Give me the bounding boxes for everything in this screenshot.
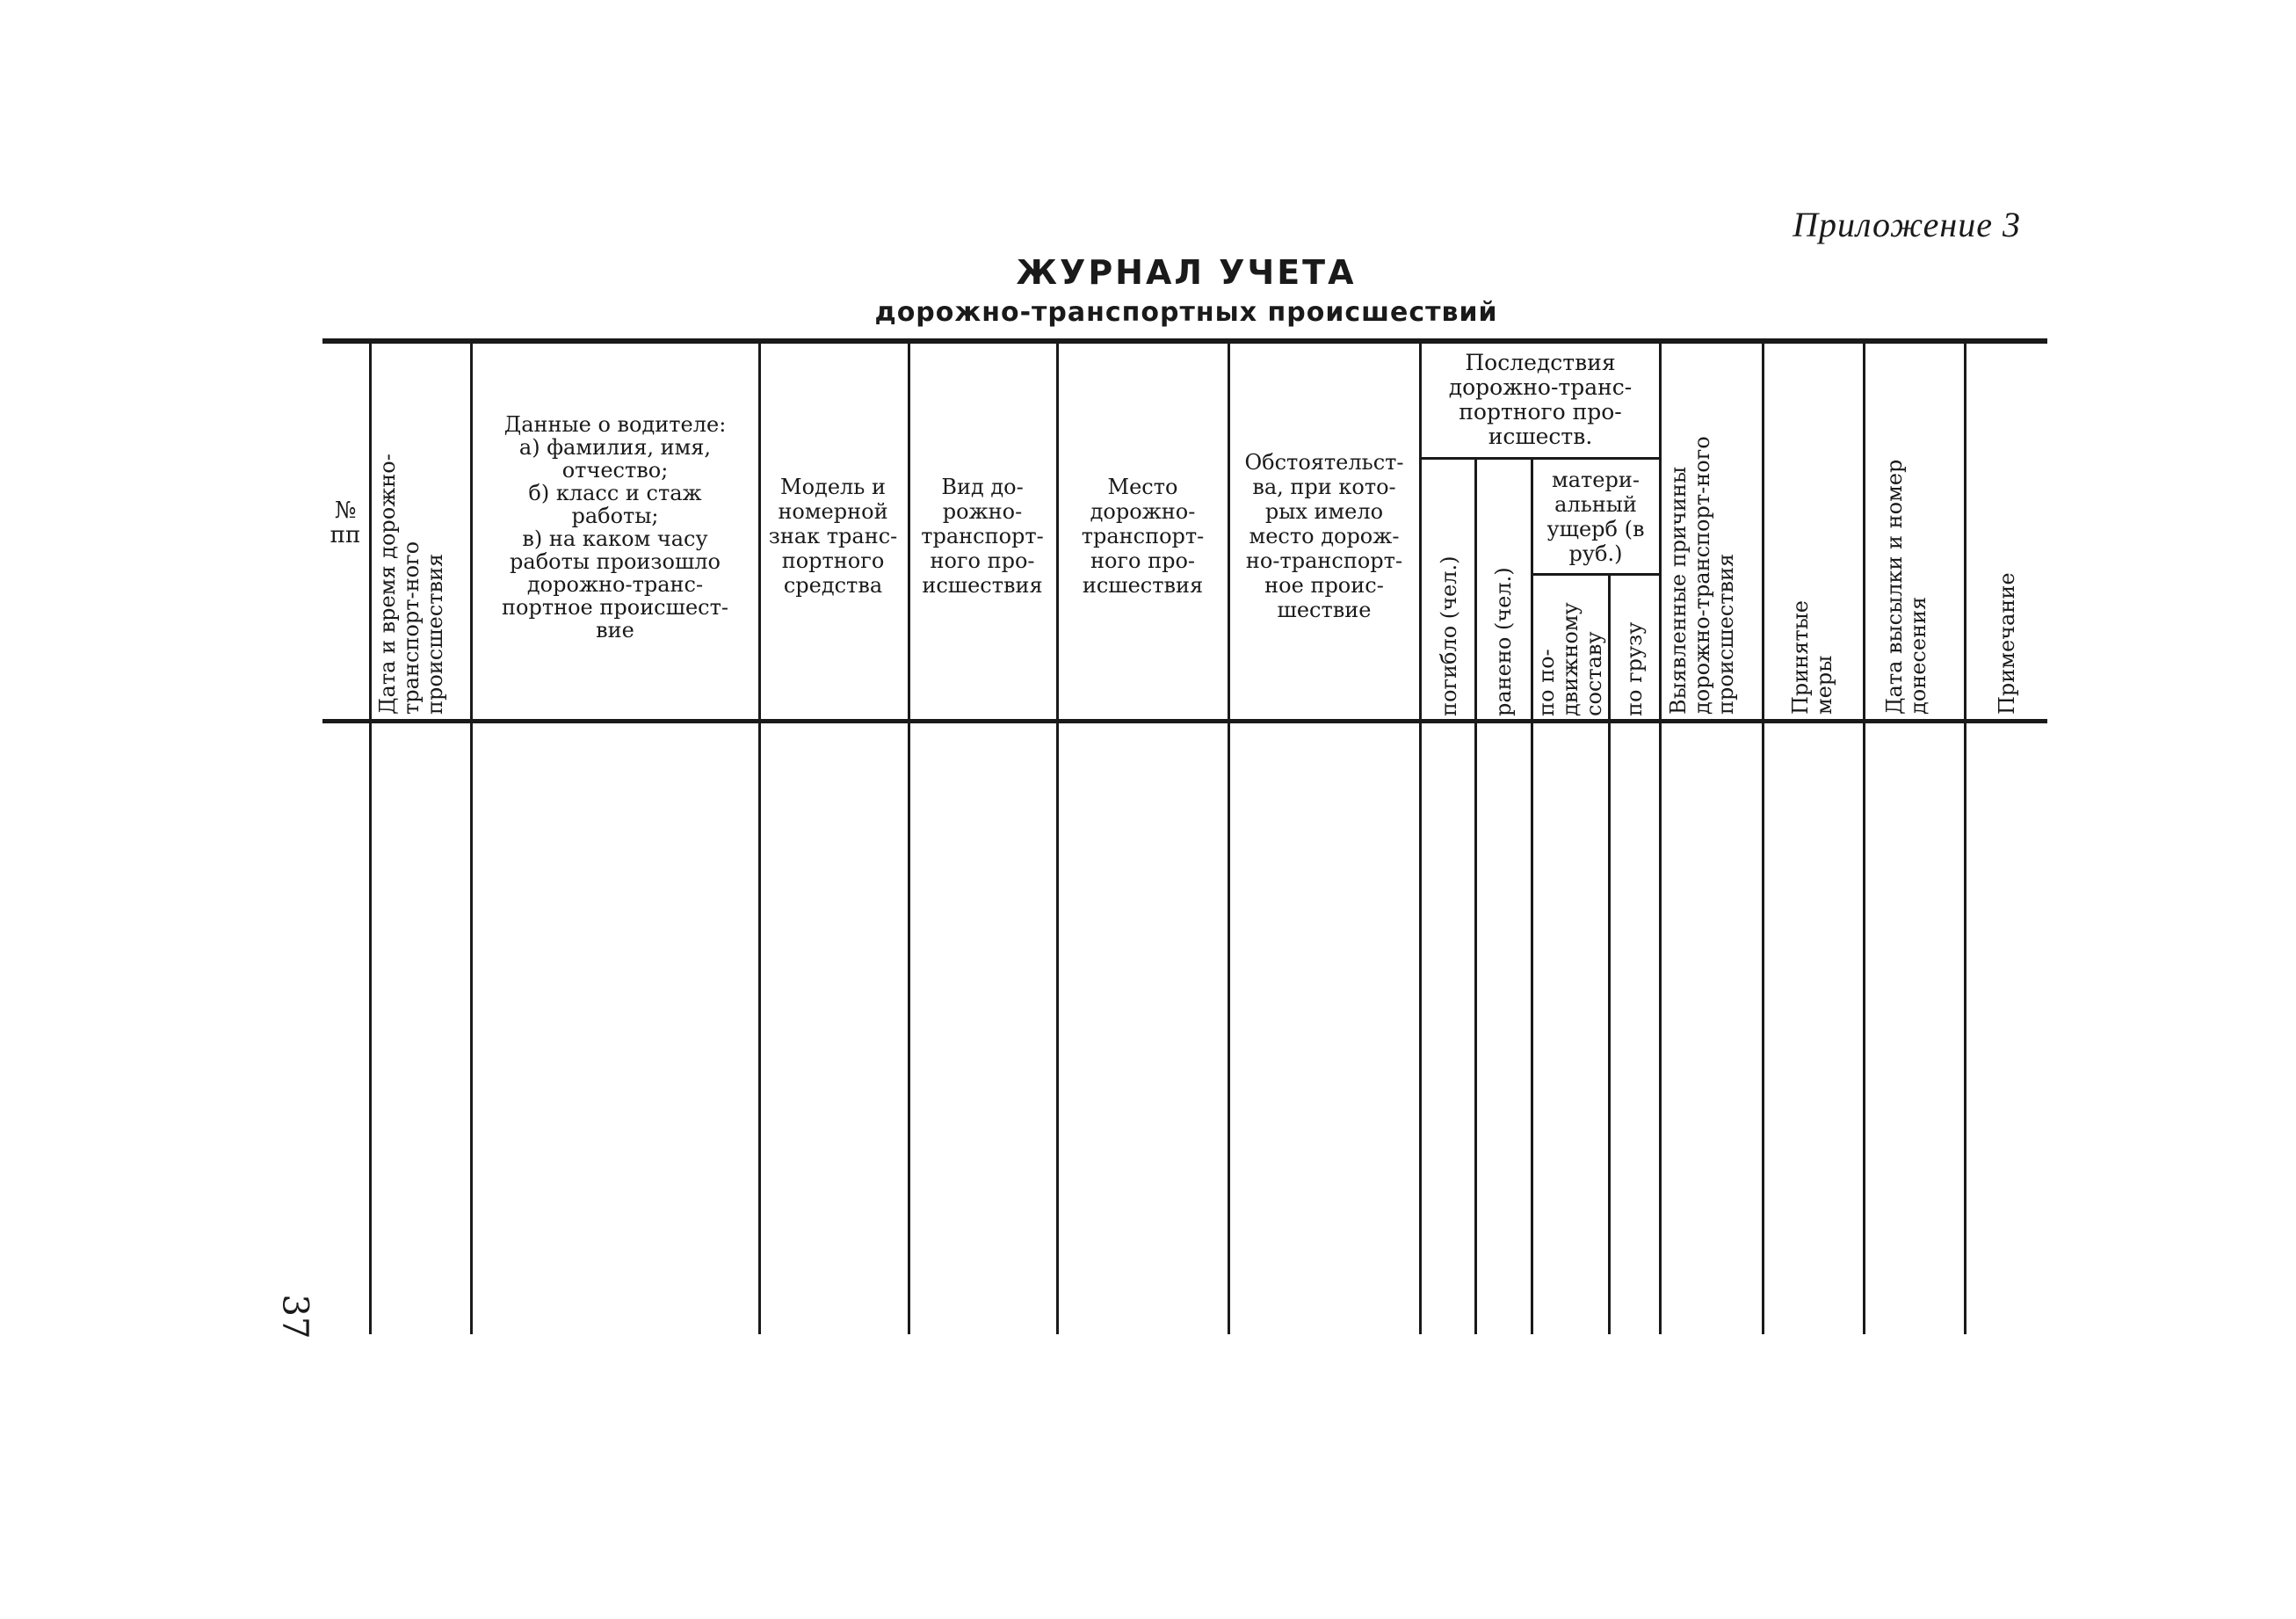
consequences-rule	[1422, 457, 1659, 460]
driver-data-title: Данные о водителе:	[503, 412, 727, 437]
header-model: Модель и номерной знак транс-портного средства	[768, 475, 898, 598]
header-report: Дата высылки и номер донесения	[1882, 459, 1930, 715]
header-date-time-text: Дата и время дорожно-транспорт-ного происшествия	[375, 454, 447, 715]
document-subtitle: дорожно-транспортных происшествий	[874, 297, 1498, 328]
header-causes: Выявленные причины дорожно-транспорт-ного происшествия	[1666, 436, 1738, 715]
column-divider	[908, 343, 910, 1334]
header-date-time	[373, 347, 467, 715]
driver-data-a: а) фамилия, имя, отчество;	[518, 435, 712, 483]
header-rolling-stock: по по-движному составу	[1533, 602, 1606, 716]
column-divider	[1419, 343, 1422, 1334]
column-divider	[369, 343, 372, 1334]
header-killed: погибло (чел.)	[1436, 555, 1461, 716]
column-divider	[1608, 575, 1611, 1334]
header-kind: Вид до-рожно-транспорт-ного про-исшествия	[921, 475, 1044, 598]
column-divider	[758, 343, 761, 1334]
column-divider	[1531, 459, 1533, 1334]
column-divider	[470, 343, 473, 1334]
header-note: Примечание	[1994, 572, 2019, 715]
column-divider	[1659, 343, 1662, 1334]
header-place: Место дорожно-транспорт-ного про-исшествия	[1081, 475, 1205, 598]
damage-rule	[1532, 573, 1659, 576]
header-number: № пп	[330, 497, 361, 548]
header-consequences: Последствия дорожно-транс-портного про-исшеств.	[1448, 350, 1633, 449]
header-driver-data	[479, 413, 751, 642]
column-divider	[1863, 343, 1865, 1334]
driver-data-b: б) класс и стаж работы;	[528, 481, 702, 528]
page-number: 37	[274, 1294, 315, 1339]
driver-data-c: в) на каком часу работы произошло дорожно-транс-портное происшест-вие	[502, 526, 728, 643]
header-injured: ранено (чел.)	[1490, 567, 1516, 716]
column-divider	[1056, 343, 1059, 1334]
column-divider	[1228, 343, 1230, 1334]
column-divider	[1762, 343, 1764, 1334]
table-top-rule	[322, 338, 2047, 344]
column-divider	[1474, 459, 1477, 1334]
column-divider	[1964, 343, 1966, 1334]
header-circumstances: Обстоятельст-ва, при кото-рых имело место дорож-но-транспорт-ное проис-шествие	[1244, 450, 1404, 622]
header-measures: Принятые меры	[1788, 599, 1836, 715]
document-title: ЖУРНАЛ УЧЕТА	[1016, 253, 1357, 292]
header-cargo: по грузу	[1621, 621, 1647, 716]
header-material-damage: матери-альный ущерб (в руб.)	[1546, 468, 1645, 566]
appendix-label: Приложение 3	[1793, 205, 2021, 244]
header-bottom-rule	[322, 719, 2047, 723]
